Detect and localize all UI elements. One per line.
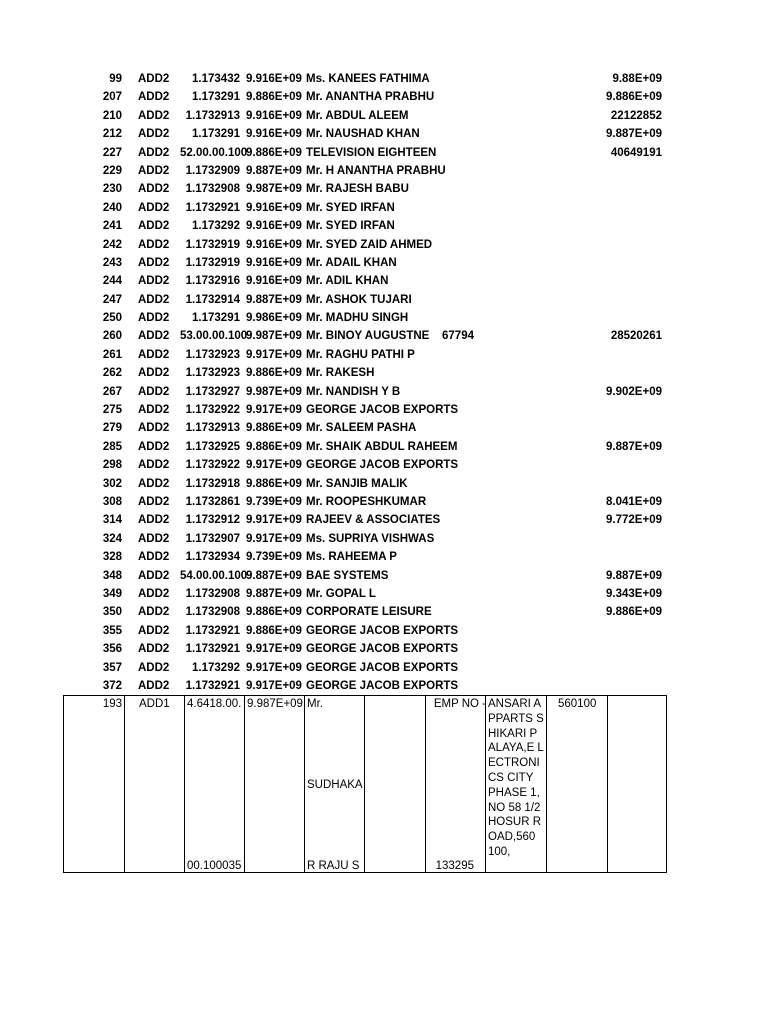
data-rows xyxy=(0,70,768,695)
table-row xyxy=(0,438,768,456)
row-name: GEORGE JACOB EXPORTS xyxy=(306,643,459,656)
row-id: 230 xyxy=(102,183,122,196)
row-phone: 9.917E+09 xyxy=(246,348,302,361)
cell-divider xyxy=(364,696,365,872)
row-number: 9.886E+09 xyxy=(606,91,662,104)
row-ref: 1.173292 xyxy=(192,661,240,674)
row-name: Mr. SYED IRFAN xyxy=(306,201,395,214)
row-phone: 9.917E+09 xyxy=(246,459,302,472)
table-row xyxy=(0,677,768,695)
row-phone: 9.916E+09 xyxy=(246,238,302,251)
row-code: ADD2 xyxy=(138,643,170,656)
row-phone: 9.916E+09 xyxy=(246,201,302,214)
row-number: 22122852 xyxy=(610,109,662,122)
row-code: ADD2 xyxy=(138,661,170,674)
row-name: Ms. KANEES FATHIMA xyxy=(306,73,430,85)
row-code: ADD2 xyxy=(138,422,170,435)
row-code: ADD2 xyxy=(138,330,170,343)
table-row xyxy=(0,401,768,419)
row-phone: 9.887E+09 xyxy=(246,164,302,177)
table-row xyxy=(0,364,768,382)
row-id: 262 xyxy=(102,367,122,380)
row-id: 298 xyxy=(102,459,122,472)
record-name-line2: R RAJU S xyxy=(307,860,360,872)
table-row xyxy=(0,493,768,511)
row-phone: 9.917E+09 xyxy=(246,661,302,674)
row-ref: 1.1732909 xyxy=(185,164,240,177)
row-id: 324 xyxy=(102,532,122,545)
cell-divider xyxy=(425,696,426,872)
table-row xyxy=(0,107,768,125)
row-phone: 9.886E+09 xyxy=(246,91,302,104)
row-name: Mr. SYED ZAID AHMED xyxy=(306,238,433,251)
row-name: Mr. H ANANTHA PRABHU xyxy=(306,164,446,177)
table-row xyxy=(0,603,768,621)
row-ref: 53.00.00.100 xyxy=(180,330,248,343)
row-phone: 9.887E+09 xyxy=(246,587,302,600)
row-id: 349 xyxy=(102,587,122,600)
row-ref: 1.1732908 xyxy=(185,606,240,619)
row-name: Mr. NANDISH Y B xyxy=(306,385,401,398)
row-id: 241 xyxy=(102,220,122,233)
table-row xyxy=(0,346,768,364)
row-phone: 9.886E+09 xyxy=(246,477,302,490)
table-row xyxy=(0,511,768,529)
row-name: Ms. SUPRIYA VISHWAS xyxy=(306,532,435,545)
row-name: Mr. SHAIK ABDUL RAHEEM xyxy=(306,440,458,453)
table-row xyxy=(0,659,768,677)
row-code: ADD2 xyxy=(138,569,170,582)
row-phone: 9.886E+09 xyxy=(246,440,302,453)
row-number: 9.887E+09 xyxy=(606,128,662,141)
row-code: ADD2 xyxy=(138,551,170,564)
row-ref: 1.173291 xyxy=(192,312,240,325)
row-id: 285 xyxy=(102,440,122,453)
row-id: 372 xyxy=(102,679,122,692)
row-phone: 9.916E+09 xyxy=(246,128,302,141)
row-ref: 52.00.00.100 xyxy=(180,146,248,159)
row-ref: 1.1732919 xyxy=(185,238,240,251)
row-ref: 1.1732922 xyxy=(185,404,240,417)
row-id: 212 xyxy=(102,128,122,141)
row-phone: 9.886E+09 xyxy=(246,606,302,619)
row-code: ADD2 xyxy=(138,91,170,104)
table-row xyxy=(0,327,768,345)
record-emp-label: EMP NO - xyxy=(433,698,486,710)
row-ref: 1.173432 xyxy=(192,73,240,85)
row-number: 9.886E+09 xyxy=(606,606,662,619)
row-ref: 1.1732907 xyxy=(185,532,240,545)
row-id: 308 xyxy=(102,495,122,508)
row-number: 9.902E+09 xyxy=(606,385,662,398)
row-id: 242 xyxy=(102,238,122,251)
row-phone: 9.986E+09 xyxy=(246,312,302,325)
table-row xyxy=(0,419,768,437)
row-code: ADD2 xyxy=(138,312,170,325)
table-row xyxy=(0,199,768,217)
row-name: Ms. RAHEEMA P xyxy=(306,551,397,564)
table-row xyxy=(0,180,768,198)
row-code: ADD2 xyxy=(138,275,170,288)
row-code: ADD2 xyxy=(138,532,170,545)
row-id: 207 xyxy=(102,91,122,104)
row-name: Mr. RAGHU PATHI P xyxy=(306,348,415,361)
row-code: ADD2 xyxy=(138,109,170,122)
row-code: ADD2 xyxy=(138,238,170,251)
boxed-record xyxy=(63,695,667,873)
row-name: Mr. MADHU SINGH xyxy=(306,312,409,325)
row-ref: 54.00.00.100 xyxy=(180,569,248,582)
row-ref: 1.1732861 xyxy=(185,495,240,508)
row-id: 348 xyxy=(102,569,122,582)
row-name: GEORGE JACOB EXPORTS xyxy=(306,404,459,417)
table-row xyxy=(0,291,768,309)
row-phone: 9.886E+09 xyxy=(246,624,302,637)
row-name: Mr. SANJIB MALIK xyxy=(306,477,408,490)
row-code: ADD2 xyxy=(138,220,170,233)
row-code: ADD2 xyxy=(138,440,170,453)
cell-divider xyxy=(124,696,125,872)
row-code: ADD2 xyxy=(138,495,170,508)
row-phone: 9.916E+09 xyxy=(246,220,302,233)
row-ref: 1.1732923 xyxy=(185,367,240,380)
row-id: 244 xyxy=(102,275,122,288)
row-name: Mr. GOPAL L xyxy=(306,587,376,600)
table-row xyxy=(0,144,768,162)
row-name: BAE SYSTEMS xyxy=(306,569,389,582)
row-name: Mr. ROOPESHKUMAR xyxy=(306,495,427,508)
row-phone: 9.739E+09 xyxy=(246,551,302,564)
row-ref: 1.1732913 xyxy=(185,109,240,122)
row-phone: 9.886E+09 xyxy=(246,367,302,380)
row-ref: 1.173292 xyxy=(192,220,240,233)
record-pincode: 560100 xyxy=(558,698,597,710)
row-phone: 9.917E+09 xyxy=(246,679,302,692)
row-code: ADD2 xyxy=(138,293,170,306)
row-id: 279 xyxy=(102,422,122,435)
row-name: Mr. SYED IRFAN xyxy=(306,220,395,233)
row-code: ADD2 xyxy=(138,146,170,159)
row-id: 350 xyxy=(102,606,122,619)
row-name: GEORGE JACOB EXPORTS xyxy=(306,459,459,472)
row-ref: 1.1732921 xyxy=(185,624,240,637)
row-ref: 1.1732921 xyxy=(185,201,240,214)
row-ref: 1.1732913 xyxy=(185,422,240,435)
row-name: Mr. ADIL KHAN xyxy=(306,275,389,288)
record-code: ADD1 xyxy=(139,698,170,710)
row-phone: 9.987E+09 xyxy=(246,330,302,343)
row-id: 328 xyxy=(102,551,122,564)
table-row xyxy=(0,383,768,401)
cell-divider xyxy=(244,696,245,872)
row-phone: 9.886E+09 xyxy=(246,146,302,159)
record-address: ANSARI APPARTS SHIKARI PALAYA,E LECTRONI CS CITY PHASE 1,NO 58 1/2 HOSUR ROAD,560 100, xyxy=(488,698,544,858)
row-ref: 1.1732914 xyxy=(185,293,240,306)
table-row xyxy=(0,309,768,327)
row-code: ADD2 xyxy=(138,587,170,600)
row-name: Mr. BINOY AUGUSTNE xyxy=(306,330,430,343)
row-number: 40649191 xyxy=(610,146,662,159)
row-phone: 9.917E+09 xyxy=(246,404,302,417)
row-name: Mr. SALEEM PASHA xyxy=(306,422,417,435)
table-row xyxy=(0,162,768,180)
row-ref: 1.1732922 xyxy=(185,459,240,472)
cell-divider xyxy=(184,696,185,872)
cell-divider xyxy=(304,696,305,872)
table-row xyxy=(0,125,768,143)
row-ref: 1.173291 xyxy=(192,128,240,141)
row-code: ADD2 xyxy=(138,606,170,619)
table-row xyxy=(0,70,768,88)
row-id: 261 xyxy=(102,348,122,361)
row-id: 243 xyxy=(102,256,122,269)
row-ref: 1.1732916 xyxy=(185,275,240,288)
row-name: Mr. ABDUL ALEEM xyxy=(306,109,409,122)
row-ref: 1.1732923 xyxy=(185,348,240,361)
row-name: Mr. RAKESH xyxy=(306,367,375,380)
row-phone: 9.887E+09 xyxy=(246,293,302,306)
row-name: GEORGE JACOB EXPORTS xyxy=(306,679,459,692)
record-emp-number: 133295 xyxy=(435,860,474,872)
row-name: RAJEEV & ASSOCIATES xyxy=(306,514,441,527)
row-code: ADD2 xyxy=(138,477,170,490)
row-phone: 9.886E+09 xyxy=(246,422,302,435)
row-phone: 9.916E+09 xyxy=(246,256,302,269)
row-code: ADD2 xyxy=(138,348,170,361)
cell-divider xyxy=(546,696,547,872)
row-id: 247 xyxy=(102,293,122,306)
row-id: 210 xyxy=(102,109,122,122)
row-code: ADD2 xyxy=(138,183,170,196)
row-code: ADD2 xyxy=(138,73,170,85)
row-code: ADD2 xyxy=(138,128,170,141)
row-id: 260 xyxy=(102,330,122,343)
table-row xyxy=(0,567,768,585)
row-name: Mr. ASHOK TUJARI xyxy=(306,293,412,306)
table-row xyxy=(0,548,768,566)
row-phone: 9.916E+09 xyxy=(246,275,302,288)
row-id: 99 xyxy=(109,73,122,85)
row-ref: 1.1732921 xyxy=(185,679,240,692)
row-name: Mr. NAUSHAD KHAN xyxy=(306,128,420,141)
row-name: TELEVISION EIGHTEEN xyxy=(306,146,437,159)
row-code: ADD2 xyxy=(138,404,170,417)
row-id: 240 xyxy=(102,201,122,214)
row-ext: 67794 xyxy=(442,330,474,343)
table-row xyxy=(0,640,768,658)
record-ref-bottom: 00.100035 xyxy=(187,860,242,872)
row-id: 357 xyxy=(102,661,122,674)
row-ref: 1.1732927 xyxy=(185,385,240,398)
row-name: Mr. RAJESH BABU xyxy=(306,183,409,196)
row-name: CORPORATE LEISURE xyxy=(306,606,432,619)
table-row xyxy=(0,254,768,272)
row-id: 355 xyxy=(102,624,122,637)
table-row xyxy=(0,585,768,603)
row-phone: 9.916E+09 xyxy=(246,109,302,122)
row-name: Mr. ANANTHA PRABHU xyxy=(306,91,435,104)
row-phone: 9.739E+09 xyxy=(246,495,302,508)
row-ref: 1.1732919 xyxy=(185,256,240,269)
row-phone: 9.917E+09 xyxy=(246,514,302,527)
record-phone: 9.987E+09 xyxy=(247,698,303,710)
row-code: ADD2 xyxy=(138,385,170,398)
row-code: ADD2 xyxy=(138,514,170,527)
row-id: 229 xyxy=(102,164,122,177)
record-name-line1: SUDHAKA xyxy=(307,779,363,791)
row-code: ADD2 xyxy=(138,459,170,472)
row-number: 9.887E+09 xyxy=(606,440,662,453)
row-code: ADD2 xyxy=(138,201,170,214)
cell-divider xyxy=(485,696,486,872)
row-phone: 9.917E+09 xyxy=(246,532,302,545)
row-id: 302 xyxy=(102,477,122,490)
record-title: Mr. xyxy=(307,698,323,710)
row-id: 275 xyxy=(102,404,122,417)
row-number: 9.343E+09 xyxy=(606,587,662,600)
row-code: ADD2 xyxy=(138,679,170,692)
row-id: 314 xyxy=(102,514,122,527)
row-ref: 1.1732934 xyxy=(185,551,240,564)
row-id: 267 xyxy=(102,385,122,398)
table-row xyxy=(0,530,768,548)
row-phone: 9.916E+09 xyxy=(246,73,302,85)
cell-divider xyxy=(607,696,608,872)
row-id: 250 xyxy=(102,312,122,325)
row-ref: 1.1732908 xyxy=(185,183,240,196)
table-row xyxy=(0,236,768,254)
row-phone: 9.917E+09 xyxy=(246,643,302,656)
row-phone: 9.987E+09 xyxy=(246,183,302,196)
row-ref: 1.1732908 xyxy=(185,587,240,600)
row-ref: 1.1732921 xyxy=(185,643,240,656)
record-id: 193 xyxy=(102,698,122,710)
table-row xyxy=(0,456,768,474)
row-phone: 9.887E+09 xyxy=(246,569,302,582)
table-row xyxy=(0,88,768,106)
row-name: GEORGE JACOB EXPORTS xyxy=(306,661,459,674)
row-name: Mr. ADAIL KHAN xyxy=(306,256,397,269)
row-code: ADD2 xyxy=(138,164,170,177)
row-number: 28520261 xyxy=(610,330,662,343)
table-row xyxy=(0,475,768,493)
table-row xyxy=(0,217,768,235)
table-row xyxy=(0,272,768,290)
row-code: ADD2 xyxy=(138,256,170,269)
row-number: 8.041E+09 xyxy=(606,495,662,508)
row-ref: 1.1732918 xyxy=(185,477,240,490)
table-row xyxy=(0,622,768,640)
row-number: 9.88E+09 xyxy=(612,73,662,85)
row-id: 356 xyxy=(102,643,122,656)
row-name: GEORGE JACOB EXPORTS xyxy=(306,624,459,637)
row-number: 9.887E+09 xyxy=(606,569,662,582)
row-id: 227 xyxy=(102,146,122,159)
row-ref: 1.1732925 xyxy=(185,440,240,453)
row-ref: 1.1732912 xyxy=(185,514,240,527)
record-ref-top: 4.6418.00. xyxy=(187,698,242,710)
row-code: ADD2 xyxy=(138,367,170,380)
row-code: ADD2 xyxy=(138,624,170,637)
row-number: 9.772E+09 xyxy=(606,514,662,527)
row-ref: 1.173291 xyxy=(192,91,240,104)
row-phone: 9.987E+09 xyxy=(246,385,302,398)
